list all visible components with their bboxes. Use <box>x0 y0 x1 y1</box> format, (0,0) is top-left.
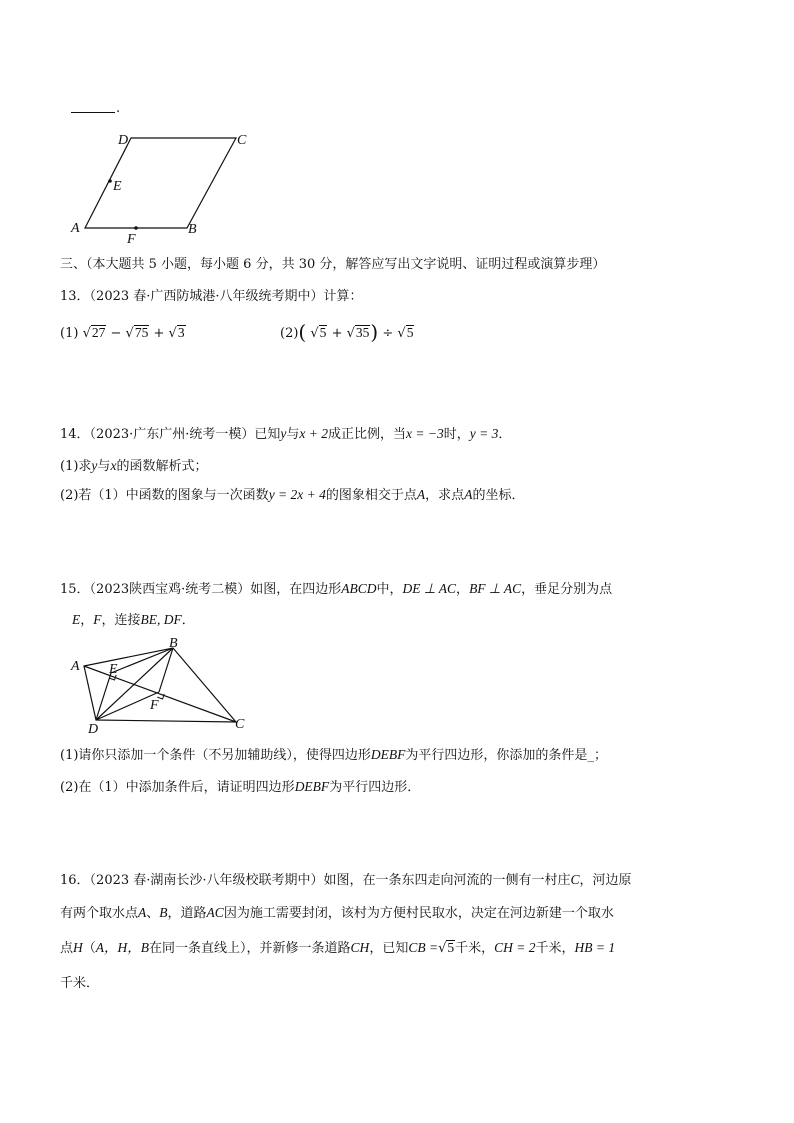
q15-point-e: E <box>72 612 81 627</box>
q14-stem-d: 时， <box>443 427 470 442</box>
q14-p2-a: (2)若（1）中函数的图象与一次函数 <box>60 488 269 503</box>
q13-p2-radicand2: 35 <box>355 325 370 340</box>
q16-l1-b: ，河边原 <box>579 873 632 888</box>
q15-point-f: F <box>93 612 102 627</box>
q16-l3-cb: CB = <box>408 940 439 955</box>
q16-line1 <box>60 871 632 890</box>
q14-stem-c: 成正比例，当 <box>328 427 407 442</box>
q14-p2-point-a2: A <box>464 487 473 502</box>
fig2-label-a: A <box>71 659 80 674</box>
label-a: A <box>71 221 80 236</box>
q13-part1: (1) √27 − √75 + √3 <box>60 325 185 341</box>
answer-blank <box>71 112 115 113</box>
q16-l2-b-point: B <box>159 905 168 920</box>
q13-p1-radicand2: 75 <box>134 325 149 340</box>
q16-l3-a: 点 <box>60 941 74 956</box>
q14-stem-b: 与 <box>286 427 300 442</box>
q14-p2-c: ，求点 <box>425 488 465 503</box>
q14-stem <box>60 425 511 444</box>
q15-stem-line2 <box>72 611 195 630</box>
q14-var-y: y <box>280 426 287 441</box>
q15-connect: ，连接 <box>101 613 141 628</box>
q16-line3: 点H（A，H，B在同一条直线上），并新修一条道路CH，已知CB =√5千米，CH = 2千米，HB = 1 <box>60 940 616 956</box>
q16-l2-b: 、 <box>146 906 160 921</box>
q16-l3-ch-value: CH = 2 <box>494 940 536 955</box>
q15-p1-a: (1)请你只添加一个条件（不另加辅助线），使得四边形 <box>60 748 371 763</box>
q14-cond-x: x = −3 <box>406 426 444 441</box>
q15-p2-quad: DEBF <box>294 779 330 794</box>
q16-l2-road-ac: AC <box>206 905 224 920</box>
q13-p2-label: (2) <box>280 326 299 341</box>
q15-stem-c: ，垂足分别为点 <box>521 582 613 597</box>
q13-p1-radicand1: 27 <box>91 325 106 340</box>
q14-cond-y: y = 3 <box>469 426 499 441</box>
q13-p1-minus: − <box>110 326 122 341</box>
point-f <box>134 226 138 230</box>
label-d: D <box>118 133 129 148</box>
q16-line4: 千米． <box>60 976 100 991</box>
q13-stem: 13．（2023 春·广西防城港·八年级统考期中）计算： <box>60 289 363 304</box>
q14-p1-y: y <box>91 458 98 473</box>
q14-part2 <box>60 486 524 505</box>
q15-stem-a: 15．（2023陕西宝鸡·统考二模）如图，在四边形 <box>60 582 342 597</box>
q16-line2 <box>60 904 614 923</box>
q16-l3-c: 在同一条直线上），并新修一条道路 <box>149 941 351 956</box>
q13-p1-label: (1) <box>60 326 79 341</box>
q16-l3-ahb: A，H，B <box>95 940 150 955</box>
q13-part2: (2)( √5 + √35) ÷ √5 <box>280 320 414 344</box>
q15-segments: BE, DF <box>140 612 182 627</box>
point-e <box>108 179 112 183</box>
q15-p1-blank: _ <box>587 748 594 763</box>
q15-sep: ， <box>456 582 470 597</box>
q13-p1-plus: + <box>153 326 165 341</box>
q15-p2-a: (2)在（1）中添加条件后，请证明四边形 <box>60 780 295 795</box>
q14-p1-a: (1)求 <box>60 459 92 474</box>
q14-part1 <box>60 457 207 476</box>
q15-stem <box>60 580 612 599</box>
section-header: 三、（本大题共 5 小题，每小题 6 分，共 30 分，解答应写出文字说明、证明过程或演算步理） <box>60 257 606 272</box>
q14-stem-a: 14．（2023·广东广州·统考一模）已知 <box>60 427 281 442</box>
q16-l3-e: 千米， <box>455 941 495 956</box>
q16-l3-d: ，已知 <box>369 941 409 956</box>
q14-p2-b: 的图象相交于点 <box>325 488 417 503</box>
parallelogram-figure <box>60 120 260 245</box>
q14-x-plus-2: x + 2 <box>299 426 329 441</box>
q14-p2-function: y = 2x + 4 <box>268 487 326 502</box>
q15-cond1: DE ⊥ AC <box>402 581 457 596</box>
fig2-label-d: D <box>88 722 99 737</box>
q13-p2-radicand1: 5 <box>319 325 327 340</box>
q14-p2-d: 的坐标． <box>472 488 525 503</box>
q15-p1-c: ； <box>593 748 607 763</box>
q13-p2-plus: + <box>331 326 343 341</box>
q14-p1-x: x <box>110 458 117 473</box>
q15-p2-b: 为平行四边形． <box>329 780 421 795</box>
q15-part2 <box>60 778 420 797</box>
q16-l3-hb-value: HB = 1 <box>574 940 616 955</box>
fig2-label-f: F <box>150 698 159 713</box>
fig2-label-c: C <box>235 717 245 732</box>
q16-l2-c: ，道路 <box>167 906 207 921</box>
label-f: F <box>127 232 136 247</box>
q14-p1-c: 的函数解析式； <box>116 459 208 474</box>
label-c: C <box>237 133 247 148</box>
q13-p2-divide: ÷ <box>382 326 394 341</box>
q16-l3-road-ch: CH <box>350 940 370 955</box>
q16-l1-a: 16．（2023 春·湖南长沙·八年级校联考期中）如图，在一条东四走向河流的一侧有一村庄 <box>60 873 571 888</box>
q16-l3-b: （ <box>82 941 96 956</box>
q16-l3-point-h: H <box>73 940 83 955</box>
q14-p1-b: 与 <box>97 459 111 474</box>
q13-p2-radicand3: 5 <box>406 325 414 340</box>
q15-cond2: BF ⊥ AC <box>469 581 522 596</box>
q16-l2-d: 因为施工需要封闭，该村为方便村民取水，决定在河边新建一个取水 <box>223 906 614 921</box>
q15-comma1: ， <box>80 613 94 628</box>
q15-p1-b: 为平行四边形，你添加的条件是 <box>405 748 588 763</box>
blank-period: . <box>116 101 121 116</box>
q15-p1-quad: DEBF <box>370 747 406 762</box>
q15-part1 <box>60 746 607 765</box>
q15-quad: ABCD <box>341 581 377 596</box>
q13-p1-radicand3: 3 <box>177 325 185 340</box>
q14-p2-point-a: A <box>416 487 426 502</box>
label-b: B <box>188 222 197 237</box>
q15-stem-b: 中， <box>376 582 403 597</box>
label-e: E <box>113 179 122 194</box>
fig2-label-b: B <box>169 636 178 651</box>
q16-l3-f: 千米， <box>535 941 575 956</box>
q16-l2-a: 有两个取水点 <box>60 906 139 921</box>
fig2-label-e: E <box>109 662 118 677</box>
q14-stem-e: ． <box>498 427 512 442</box>
q16-l1-village-c: C <box>570 872 580 887</box>
quadrilateral-figure <box>68 636 258 741</box>
q15-period: ． <box>181 613 195 628</box>
q16-l3-radicand: 5 <box>447 940 455 955</box>
q16-l2-a-point: A <box>138 905 147 920</box>
